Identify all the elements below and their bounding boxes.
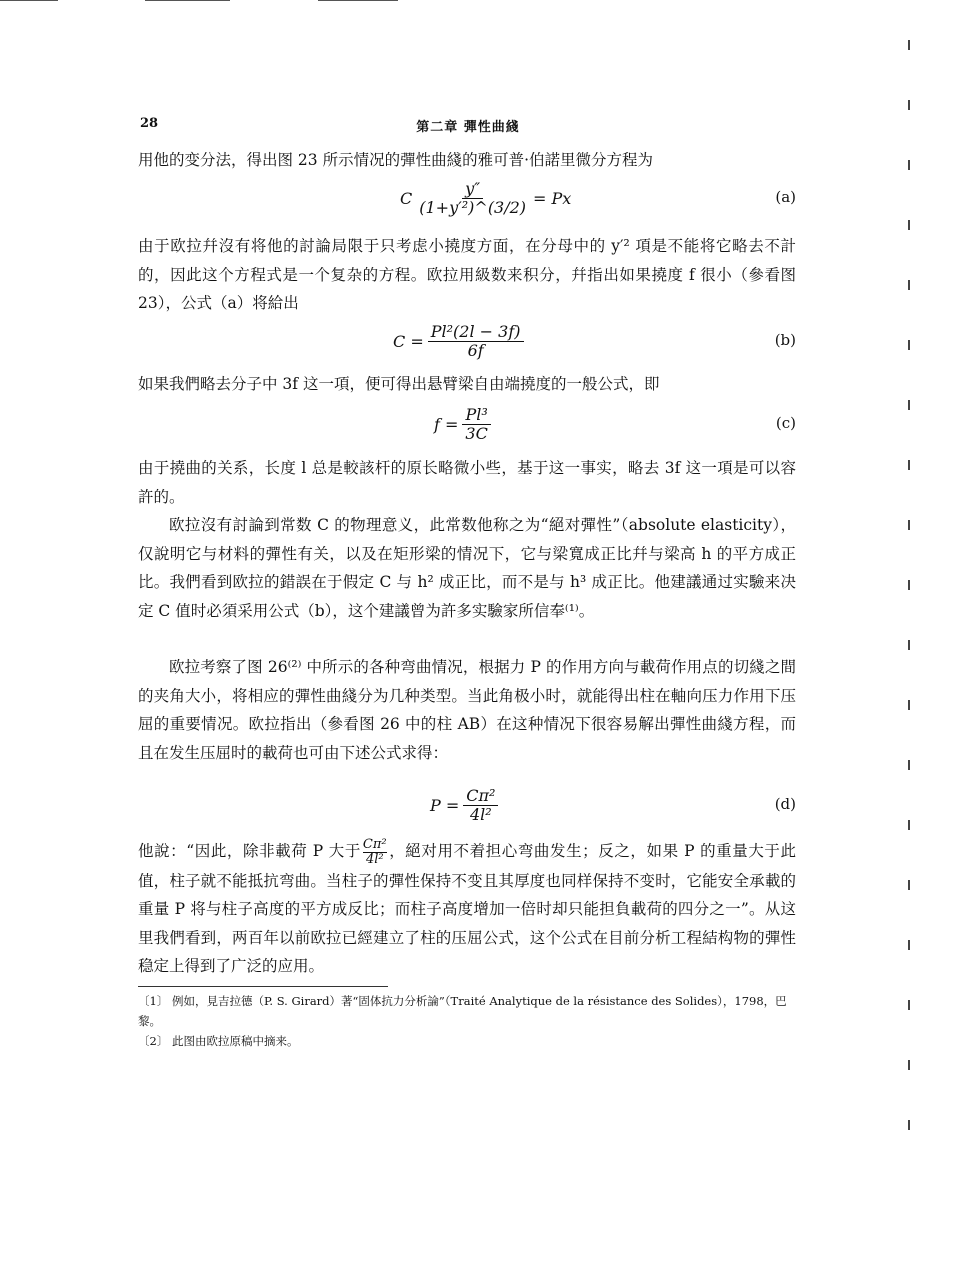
paragraph-1 bbox=[138, 146, 796, 175]
paragraph-text: 欧拉沒有討論到常数 C 的物理意义，此常数他称之为“絕对彈性”（absolute elasticity），仅說明它与材料的彈性有关，以及在矩形梁的情况下，它与梁寬成正比幷与梁高 h 的平方成正比。我們看到欧拉的錯誤在于假定 C 与 h² 成正比，而不是与 h³ 成正比。他建議通过实驗来决定 C 值时必須采用公式（b），这个建議曾为許多实驗家所信奉⁽¹⁾。 bbox=[138, 516, 796, 620]
equation-tag: (c) bbox=[775, 414, 796, 432]
paragraph-text: 用他的变分法，得出图 23 所示情况的彈性曲綫的雅可普·伯諾里微分方程为 bbox=[138, 151, 654, 169]
equation-d: P = $\frac{\text{Cπ²}}{\text{4l²}}$ (d) bbox=[430, 785, 796, 824]
inline-fraction: $\frac{\text{Cπ²}}{\text{4l²}}$ bbox=[362, 836, 387, 867]
equation-a: C $\frac{y''}{\text{(1+y′²)\textasciicircum{}(3/2)}}$ = Px (a) bbox=[400, 178, 796, 217]
paragraph-5 bbox=[138, 511, 796, 625]
paragraph-text: 如果我們略去分子中 3f 这一項，便可得出悬臂梁自由端撓度的一般公式，即 bbox=[138, 375, 660, 393]
scan-mark bbox=[908, 580, 910, 590]
paragraph-6 bbox=[138, 653, 796, 767]
scan-mark bbox=[908, 280, 910, 290]
paragraph-2 bbox=[138, 232, 796, 318]
scan-mark bbox=[908, 760, 910, 770]
scan-mark bbox=[908, 160, 910, 170]
equation-tag: (a) bbox=[775, 188, 796, 206]
scan-mark bbox=[908, 940, 910, 950]
footnote-rule bbox=[138, 986, 388, 987]
equation-b: C = $\frac{\text{Pl²(2l − 3f)}}{6f}$ (b) bbox=[393, 321, 796, 360]
fraction: $\frac{\text{Pl²(2l − 3f)}}{6f}$ bbox=[428, 323, 524, 360]
chapter-title: 第二章 彈性曲綫 bbox=[416, 120, 520, 135]
footnote-2: 〔2〕 此图由欧拉原稿中摘来。 bbox=[138, 1034, 299, 1048]
scan-mark bbox=[908, 1060, 910, 1070]
footnote-1: 〔1〕 例如，見吉拉德（P. S. Girard）著“固体抗力分析論”（Traité Analytique de la résistance des Solides），1798，巴黎。 bbox=[138, 994, 787, 1028]
scan-mark bbox=[908, 640, 910, 650]
paragraph-4 bbox=[138, 454, 796, 511]
scan-mark bbox=[908, 880, 910, 890]
scan-edge-line bbox=[145, 0, 230, 1]
paragraph-text: 由于撓曲的关系，长度 l 总是較該杆的原长略微小些，基于这一事实，略去 3f 这一項是可以容許的。 bbox=[138, 459, 796, 506]
page-number: 28 bbox=[140, 116, 159, 131]
footnotes bbox=[138, 986, 796, 1051]
scan-mark bbox=[908, 220, 910, 230]
scan-mark bbox=[908, 520, 910, 530]
equation-tag: (d) bbox=[774, 795, 796, 813]
scan-mark bbox=[908, 820, 910, 830]
paragraph-text: 由于欧拉幷沒有将他的討論局限于只考虑小撓度方面，在分母中的 y′² 項是不能将它略去不計的，因此这个方程式是一个复杂的方程。欧拉用級数来积分，幷指出如果撓度 f 很小（參看图 23），公式（a）将給出 bbox=[138, 237, 796, 312]
equation-c: f = $\frac{\text{Pl³}}{3C}$ (c) bbox=[434, 404, 796, 443]
fraction: $\frac{\text{Cπ²}}{\text{4l²}}$ bbox=[463, 787, 498, 824]
scan-mark bbox=[908, 1000, 910, 1010]
fraction: $\frac{y''}{\text{(1+y′²)\textasciicircum{}(3/2)}}$ bbox=[419, 178, 527, 217]
scan-mark bbox=[908, 700, 910, 710]
running-header bbox=[140, 116, 796, 138]
equation-tag: (b) bbox=[774, 331, 796, 349]
paragraph-text: 欧拉考察了图 26⁽²⁾ 中所示的各种弯曲情况，根据力 P 的作用方向与載荷作用点的切綫之間的夹角大小，将相应的彈性曲綫分为几种类型。当此角极小时，就能得出柱在軸向压力作用下压屈的重要情况。欧拉指出（參看图 26 中的柱 AB）在这种情况下很容易解出彈性曲綫方程，而且在发生压屈时的載荷也可由下述公式求得： bbox=[138, 658, 796, 762]
paragraph-text: 他說：“因此，除非載荷 P 大于 $\frac{\text{Cπ²}}{\text{4l²}}$ ，絕对用不着担心弯曲发生；反之，如果 P 的重量大于此值，柱子就不能抵抗弯曲。当柱子的彈性保持不变且其厚度也同样保持不变时，它能安全承載的重量 P 将与柱子高度的平方成反比；而柱子高度增加一倍时却只能担負載荷的四分之一”。从这里我們看到，两百年以前欧拉已經建立了柱的压屈公式，这个公式在目前分析工程結构物的彈性稳定上得到了广泛的应用。 bbox=[138, 836, 796, 975]
scan-mark bbox=[908, 40, 910, 50]
scan-mark bbox=[908, 460, 910, 470]
scan-edge-line bbox=[0, 0, 58, 1]
scan-mark bbox=[908, 340, 910, 350]
scan-mark bbox=[908, 100, 910, 110]
scan-mark bbox=[908, 400, 910, 410]
scan-edge-line bbox=[318, 0, 398, 1]
paragraph-3 bbox=[138, 370, 796, 399]
paragraph-7 bbox=[138, 837, 796, 981]
scan-mark bbox=[908, 1120, 910, 1130]
fraction: $\frac{\text{Pl³}}{3C}$ bbox=[462, 406, 490, 443]
